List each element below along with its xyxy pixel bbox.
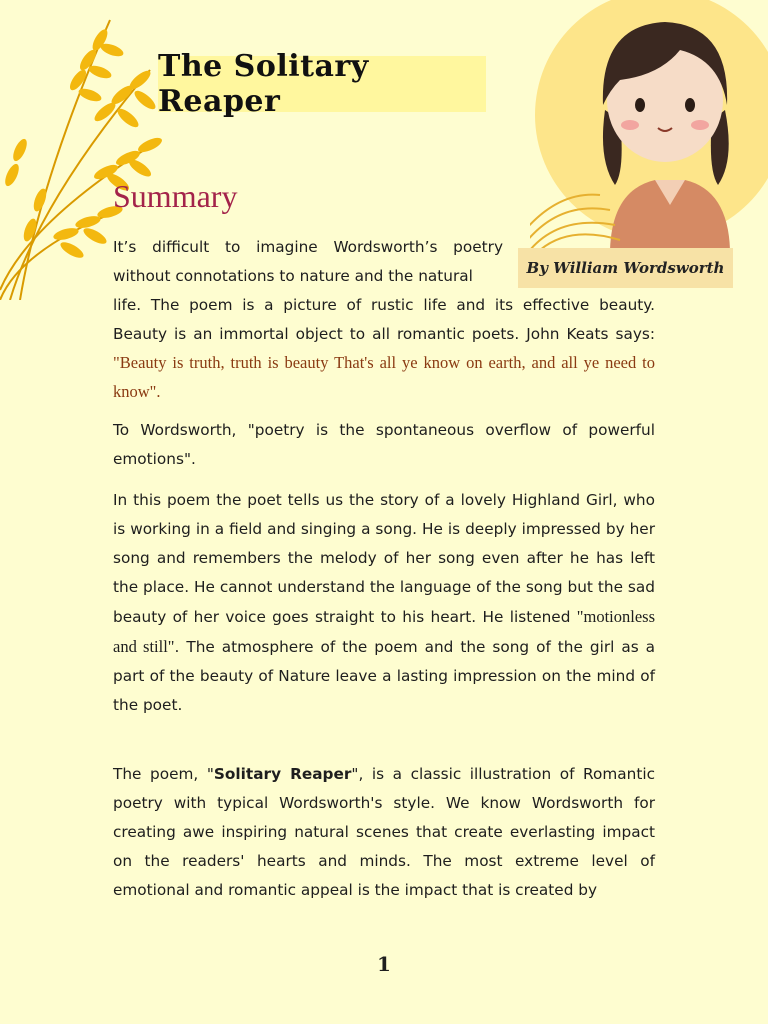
paragraph-3 <box>113 486 655 720</box>
paragraph-3-quote: "motionless and still" <box>113 607 655 656</box>
paragraph-4-after: ", is a classic illustration of Romantic poetry with typical Wordsworth's style. We know Wordsworth for creating awe inspiring natural scenes that create everlasting impact on the readers' hearts and minds. The most extreme level of emotional and romantic appeal is the impact that is created by <box>113 765 655 899</box>
paragraph-3-after: . The atmosphere of the poem and the song of the girl as a part of the beauty of Nature leave a lasting impression on the mind of the poet. <box>113 638 655 714</box>
paragraph-1-rest: life. The poem is a picture of rustic life and its effective beauty. Beauty is an immortal object to all romantic poets. John Keats says: <box>113 296 655 343</box>
paragraph-1-lead: It’s difficult to imagine Wordsworth’s poetry without connotations to nature and the natural <box>113 238 503 285</box>
title-banner <box>158 49 486 119</box>
keats-quote: "Beauty is truth, truth is beauty That's all ye know on earth, and all ye need to know". <box>113 353 655 401</box>
paragraph-4-bold: Solitary Reaper <box>213 765 352 783</box>
paragraph-4-before: The poem, " <box>113 765 214 783</box>
paragraph-3-before: In this poem the poet tells us the story of a lovely Highland Girl, who is working in a field and singing a song. He is deeply impressed by her song and remembers the melody of her song even after he has left the place. He cannot understand the language of the song but the sad beauty of her voice goes straight to his heart. He listened <box>113 491 655 626</box>
girl-illustration <box>530 0 768 250</box>
paragraph-4 <box>113 760 655 905</box>
paragraph-1 <box>113 233 655 407</box>
author-name: By William Wordsworth <box>526 259 725 277</box>
section-heading: Summary <box>113 178 238 214</box>
document-title: The Solitary Reaper <box>158 49 369 119</box>
paragraph-2: To Wordsworth, "poetry is the spontaneous overflow of powerful emotions". <box>113 421 655 468</box>
page-number: 1 <box>377 952 391 976</box>
